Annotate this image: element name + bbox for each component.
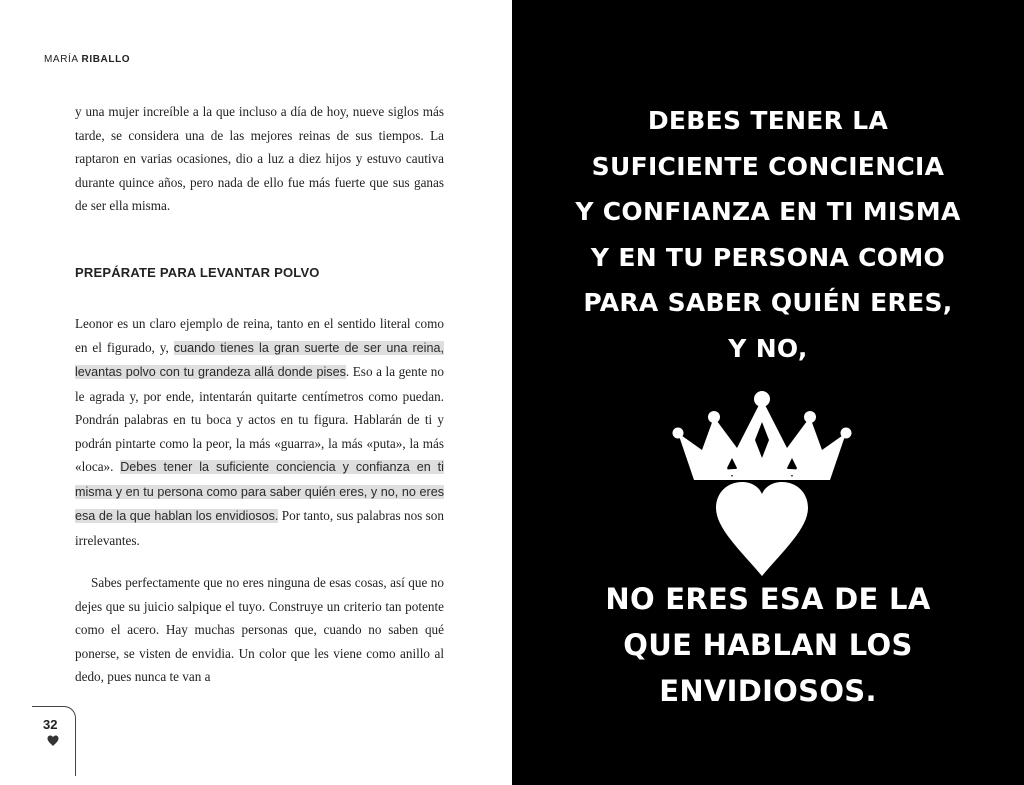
page-number: 32 — [43, 717, 58, 732]
author-first-name: MARÍA — [44, 54, 79, 65]
crown-heart-icon — [672, 388, 852, 578]
body-paragraph-2 — [75, 312, 444, 552]
body-paragraph-3: Sabes perfectamente que no eres ninguna de esas cosas, así que no dejes que su juicio salpique el tuyo. Construye un criterio tan potente como el acero. Hay muchas personas que, cuando no saben qué ponerse, se visten de envidia. Un color que les viene como anillo al dedo, pues nunca te van a — [75, 575, 444, 684]
right-page — [512, 0, 1024, 785]
body-paragraph-1: y una mujer increíble a la que incluso a día de hoy, nueve siglos más tarde, se considera una de las mejores reinas de sus tiempos. La raptaron en varias ocasiones, dio a luz a diez hijos y estuvo cautiva durante quince años, pero nada de ello fue más fuerte que sus ganas de ser ella misma. — [75, 104, 444, 213]
paragraph-2-text-c: Por tanto, sus palabras nos son irrelevantes. — [75, 508, 444, 548]
paragraph-2-text-b: . Eso a la gente no le agrada y, por ende, intentarán quitarte centímetros como puedan. Pondrán palabras en tu boca y actos en tu figura. Hablarán de ti y podrán pintarte como la peor, la más «guarra», la más «puta», la más «loca». — [75, 364, 444, 474]
heart-icon — [47, 735, 59, 747]
paragraph-2-text-a: Leonor es un claro ejemplo de reina, tanto en el sentido literal como en el figurado, y, — [75, 316, 444, 355]
highlighted-passage-1: cuando tienes la gran suerte de ser una reina, levantas polvo con tu grandeza allá donde pises — [75, 340, 444, 379]
author-last-name: RIBALLO — [81, 54, 131, 65]
quote-bottom: NO ERES ESA DE LA QUE HABLAN LOS ENVIDIOSOS. — [605, 582, 931, 708]
page-number-tab — [32, 706, 76, 776]
highlighted-passage-2: Debes tener la suficiente conciencia y confianza en ti misma y en tu persona como para saber quién eres, y no, no eres esa de la que hablan los envidiosos. — [75, 460, 444, 523]
running-head — [44, 54, 130, 65]
section-heading: PREPÁRATE PARA LEVANTAR POLVO — [75, 265, 320, 280]
quote-top: DEBES TENER LA SUFICIENTE CONCIENCIA Y CONFIANZA EN TI MISMA Y EN TU PERSONA COMO PARA SABER QUIÉN ERES, Y NO, — [575, 106, 961, 363]
